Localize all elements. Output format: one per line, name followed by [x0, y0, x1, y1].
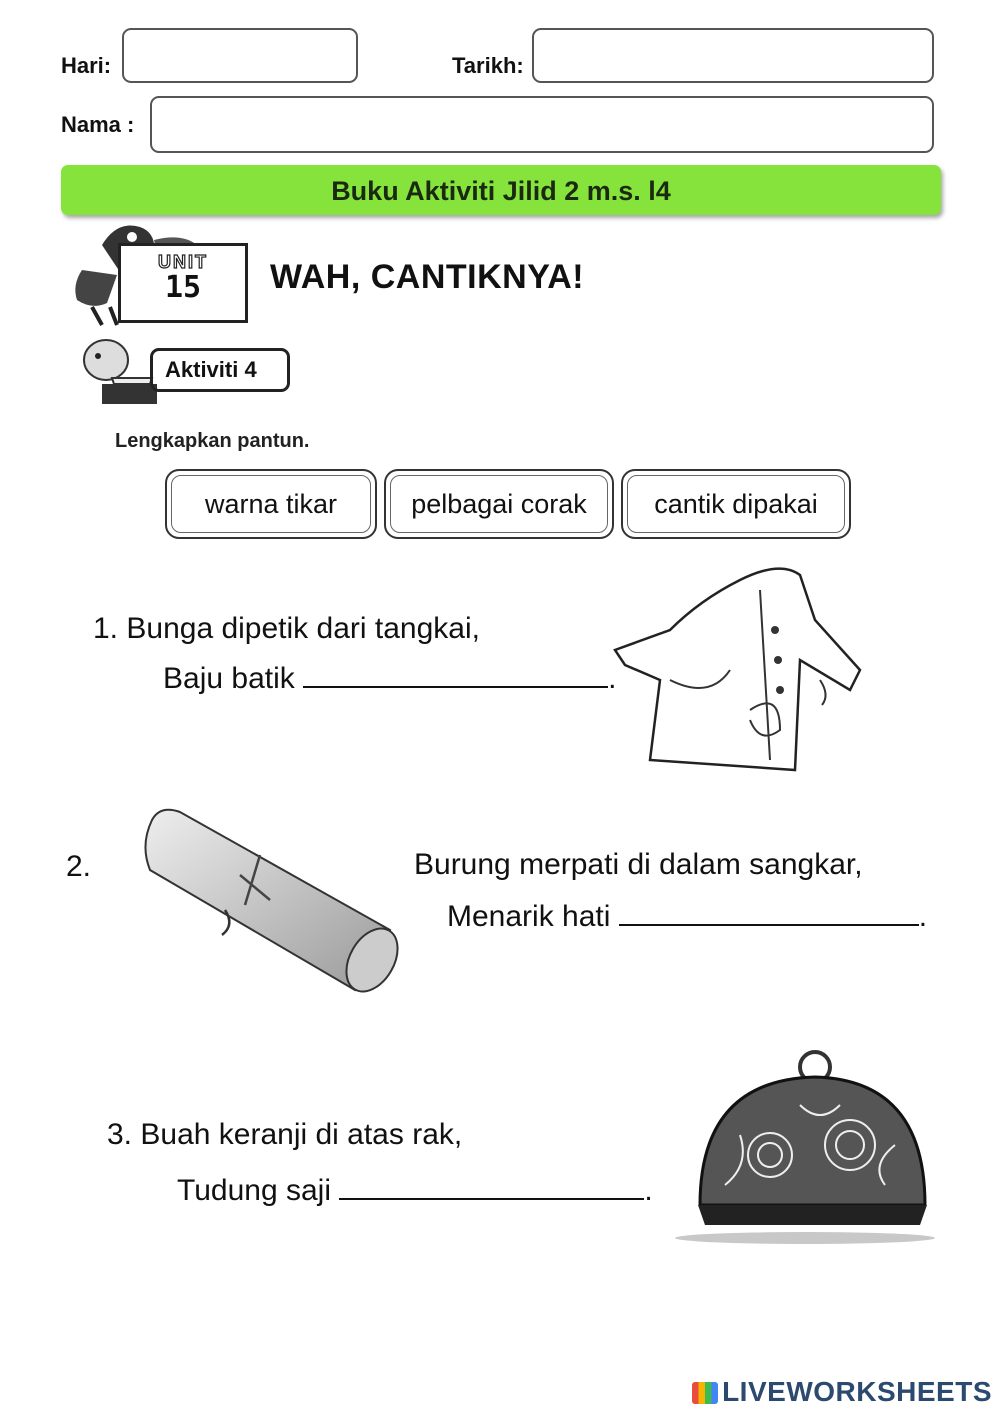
liveworksheets-logo-icon — [692, 1382, 718, 1404]
question-number: 1. — [93, 612, 119, 645]
unit-label: UNIT — [158, 252, 208, 272]
question-text: Burung merpati di dalam sangkar, — [414, 848, 863, 881]
question-1-line-1 — [93, 612, 480, 646]
unit-sign — [118, 243, 248, 323]
footer-brand: LIVEWORKSHEETS — [722, 1376, 992, 1407]
instruction-text: Lengkapkan pantun. — [115, 430, 310, 452]
batik-shirt-icon — [610, 560, 865, 780]
unit-number: 15 — [164, 270, 202, 305]
question-text: Menarik hati — [447, 900, 611, 933]
word-chip[interactable]: pelbagai corak — [384, 469, 614, 539]
day-field[interactable] — [122, 28, 358, 83]
book-reference-banner: Buku Aktiviti Jilid 2 m.s. l4 — [61, 165, 941, 215]
answer-blank-1[interactable] — [303, 660, 608, 688]
unit-title: WAH, CANTIKNYA! — [270, 258, 585, 296]
answer-blank-3[interactable] — [339, 1172, 644, 1200]
word-chip[interactable]: warna tikar — [165, 469, 377, 539]
name-field[interactable] — [150, 96, 934, 153]
question-text: Tudung saji — [177, 1174, 331, 1207]
question-number: 3. — [107, 1118, 133, 1151]
question-text: Baju batik — [163, 662, 295, 695]
name-label: Nama : — [61, 112, 135, 137]
question-text: Bunga dipetik dari tangkai, — [126, 612, 480, 645]
liveworksheets-footer — [692, 1376, 992, 1408]
date-field[interactable] — [532, 28, 934, 83]
answer-blank-2[interactable] — [619, 898, 919, 926]
question-3-line-1 — [107, 1118, 462, 1152]
word-chip[interactable]: cantik dipakai — [621, 469, 851, 539]
day-label: Hari: — [61, 53, 112, 78]
hamster-writing-icon — [72, 334, 162, 408]
food-cover-icon — [670, 1045, 940, 1245]
question-number: 2. — [66, 850, 92, 883]
question-3-line-2: Tudung saji . — [177, 1174, 653, 1207]
question-1-line-2: Baju batik . — [163, 662, 617, 695]
rolled-mat-icon — [140, 800, 405, 995]
question-2-line-2: Menarik hati . — [447, 900, 928, 933]
date-label: Tarikh: — [452, 53, 524, 78]
question-text: Buah keranji di atas rak, — [140, 1118, 463, 1151]
activity-label: Aktiviti 4 — [150, 348, 290, 392]
